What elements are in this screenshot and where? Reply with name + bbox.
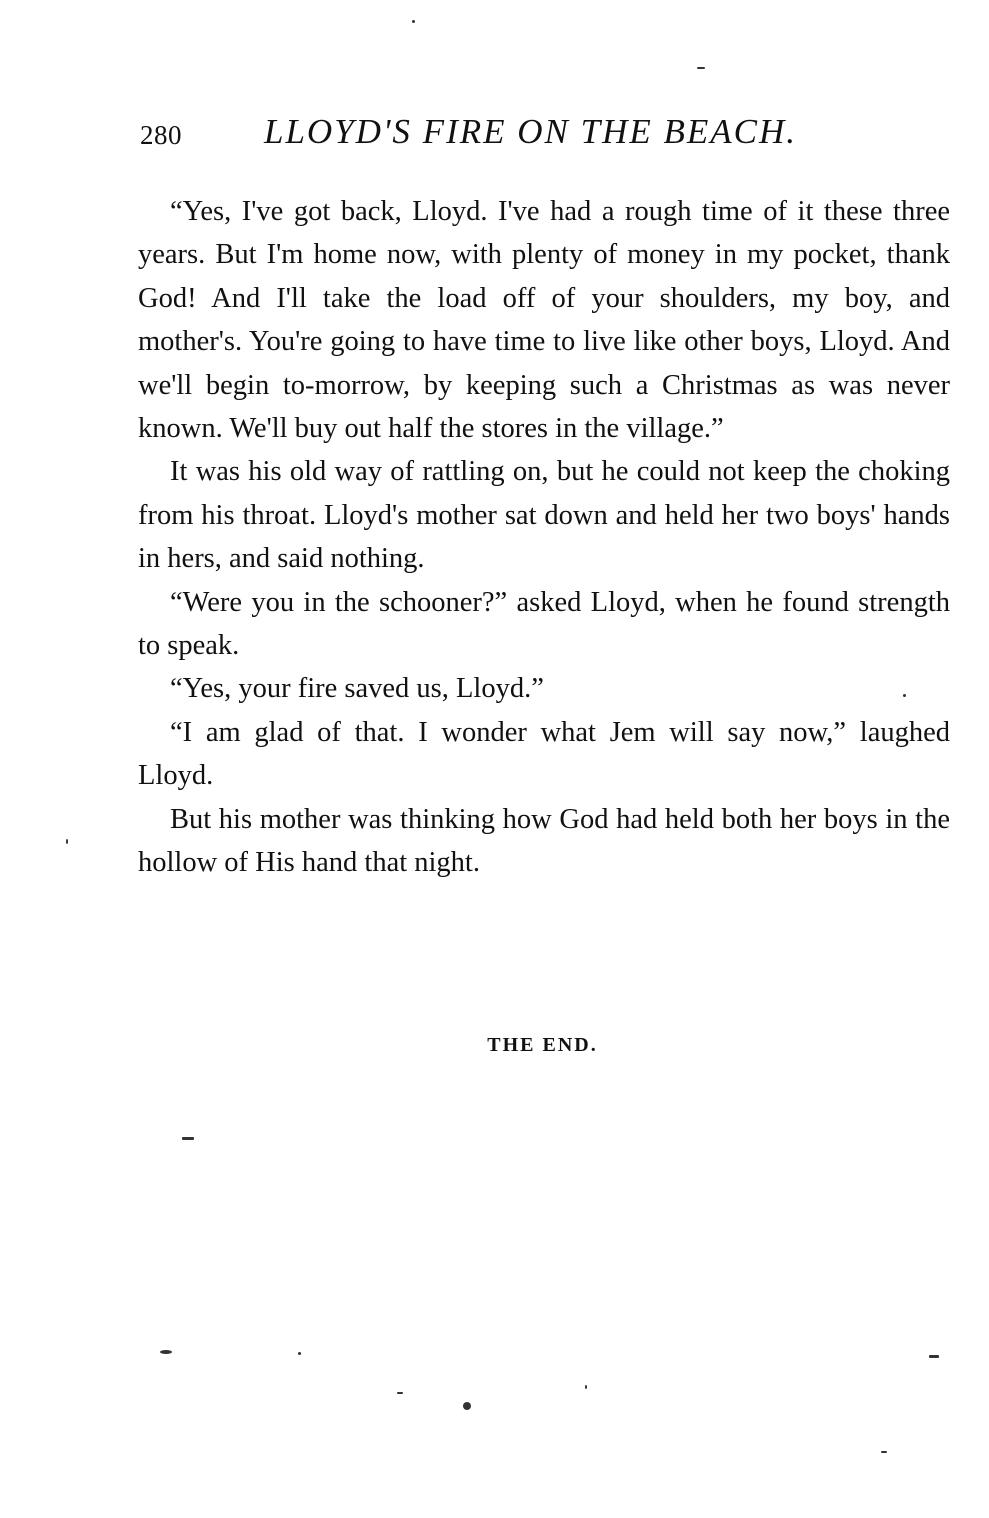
running-title: LLOYD'S FIRE ON THE BEACH. bbox=[264, 112, 797, 151]
scan-speck bbox=[585, 1385, 587, 1389]
scan-speck bbox=[160, 1350, 172, 1354]
scan-speck bbox=[929, 1355, 939, 1358]
paragraph: But his mother was thinking how God had held both her boys in the hollow of His hand that night. bbox=[138, 803, 950, 879]
scan-speck bbox=[881, 1451, 887, 1453]
page-number: 280 bbox=[140, 120, 182, 150]
paragraph: It was his old way of rattling on, but he could not keep the choking from his throat. Lloyd's mother sat down and held her two boys' hands in hers, and said nothing. bbox=[138, 456, 950, 575]
paragraph: “Yes, I've got back, Lloyd. I've had a rough time of it these three years. But I'm home now, with plenty of money in my pocket, thank God! And I'll take the load off of your shoulders, my boy, and mother's. You're going to have time to live like other boys, Lloyd. And we'll begin to-morrow, by keeping such a Christmas as was never known. We'll buy out half the stores in the village.” bbox=[138, 196, 950, 445]
paragraph: “I am glad of that. I wonder what Jem will say now,” laughed Lloyd. bbox=[138, 716, 950, 792]
body-text bbox=[138, 190, 950, 885]
page-header bbox=[140, 112, 960, 162]
scan-speck bbox=[412, 20, 415, 23]
scan-speck bbox=[397, 1392, 403, 1394]
scan-speck bbox=[66, 839, 68, 844]
paragraph: “Yes, your fire saved us, Lloyd.” bbox=[170, 673, 544, 705]
scan-speck bbox=[463, 1402, 471, 1410]
scan-speck bbox=[903, 694, 906, 697]
scan-speck bbox=[697, 67, 705, 69]
scan-speck bbox=[182, 1137, 194, 1140]
the-end-label: THE END. bbox=[487, 1034, 598, 1056]
scan-speck bbox=[298, 1352, 301, 1355]
paragraph: “Were you in the schooner?” asked Lloyd, when he found strength to speak. bbox=[138, 586, 950, 662]
